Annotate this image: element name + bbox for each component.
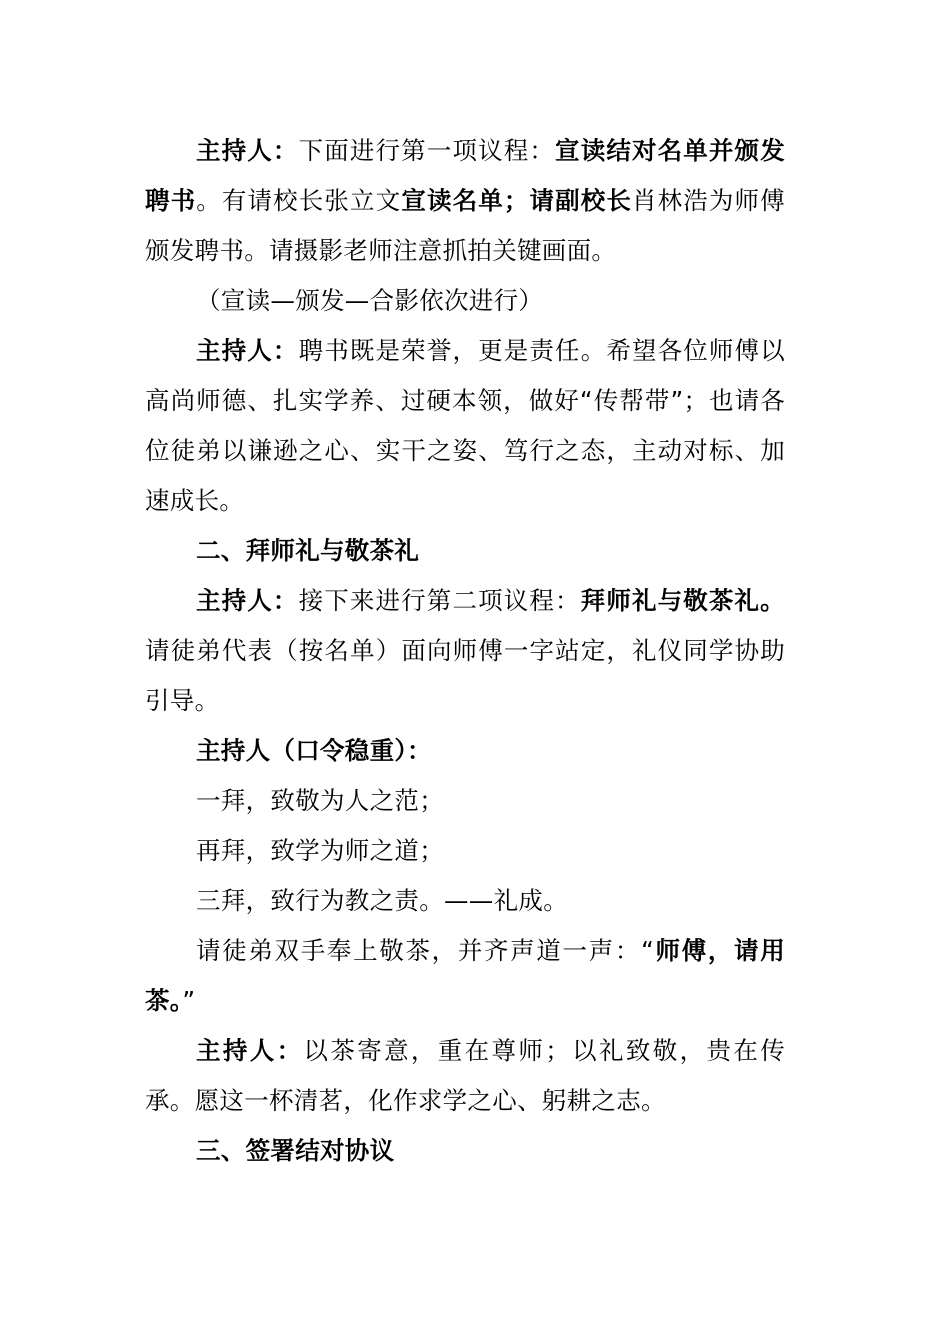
host-label: 主持人： <box>196 136 299 165</box>
host-label: 主持人： <box>196 336 299 365</box>
paragraph-text: 肖林浩为师傅颁发聘书。请摄影老师注意抓拍关键画面。 <box>145 186 785 265</box>
paragraph-host-closing <box>145 1026 785 1126</box>
paragraph-host-remarks <box>145 326 785 526</box>
paragraph-text: ” <box>182 986 196 1015</box>
bold-text: 师傅，请用茶。 <box>145 936 786 1015</box>
paragraph-text: 。有请校长张立文 <box>196 186 402 215</box>
section-heading-two: 二、拜师礼与敬茶礼 <box>196 536 420 565</box>
paragraph-tea-offering <box>145 926 785 1026</box>
host-command-label: 主持人（口令稳重）： <box>196 736 432 765</box>
bow-line-three: 三拜，致行为教之责。——礼成。 <box>196 886 568 915</box>
paragraph-text: 请徒弟双手奉上敬茶，并齐声道一声：“ <box>196 936 655 965</box>
bold-text: 宣读名单；请副校长 <box>401 186 633 215</box>
host-label: 主持人： <box>196 1036 304 1065</box>
paragraph-agenda-one <box>145 126 785 276</box>
paragraph-text: 接下来进行第二项议程： <box>298 586 581 615</box>
bold-text: 拜师礼与敬茶礼。 <box>580 586 785 615</box>
bold-text: 宣读结对名单并颁发聘书 <box>145 136 786 215</box>
paragraph-text: 请徒弟代表（按名单）面向师傅一字站定，礼仪同学协助引导。 <box>145 636 785 715</box>
host-label: 主持人： <box>196 586 299 615</box>
section-heading-three: 三、签署结对协议 <box>196 1136 395 1165</box>
document-body <box>145 126 785 1176</box>
paragraph-text: 聘书既是荣誉，更是责任。希望各位师傅以高尚师德、扎实学养、过硬本领，做好“传帮带”；也请各位徒弟以谦逊之心、实干之姿、笃行之态，主动对标、加速成长。 <box>145 336 786 515</box>
paragraph-agenda-two <box>145 576 785 726</box>
bow-line-two: 再拜，致学为师之道； <box>196 836 444 865</box>
paragraph-text: 下面进行第一项议程： <box>298 136 556 165</box>
paragraph-text: 以茶寄意，重在尊师；以礼致敬，贵在传承。愿这一杯清茗，化作求学之心、躬耕之志。 <box>145 1036 785 1115</box>
bow-line-one: 一拜，致敬为人之范； <box>196 786 444 815</box>
stage-direction: （宣读—颁发—合影依次进行） <box>196 286 544 315</box>
